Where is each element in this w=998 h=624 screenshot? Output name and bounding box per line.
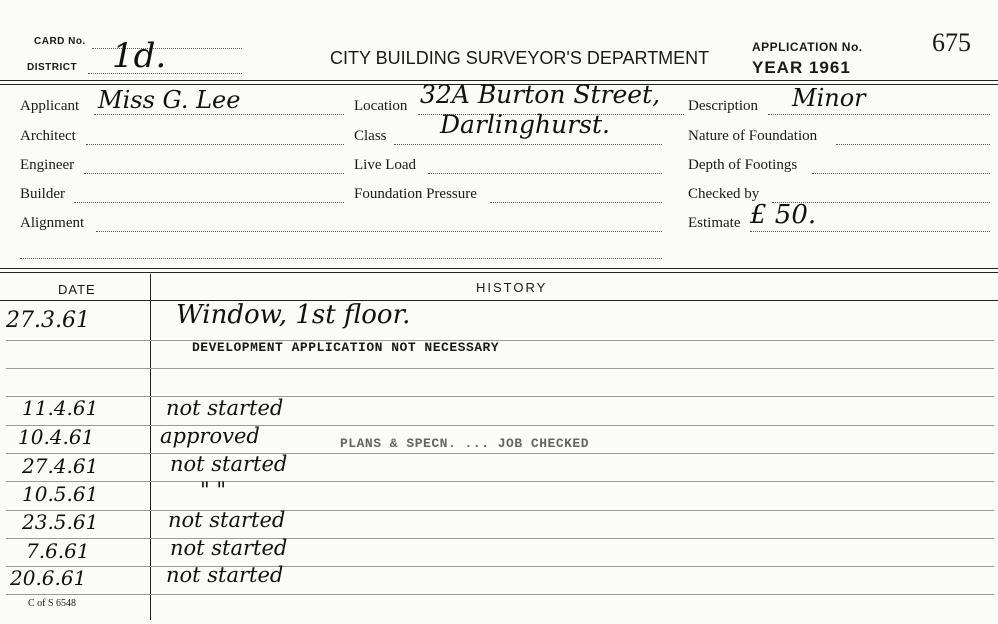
- estimate-value: £ 50.: [750, 200, 817, 230]
- history-text: not started: [166, 396, 284, 420]
- history-date: 27.3.61: [6, 308, 90, 333]
- history-text: not started: [166, 563, 284, 587]
- depth-of-footings-label: Depth of Footings: [688, 157, 798, 173]
- history-text: approved: [160, 424, 260, 448]
- history-date: 10.5.61: [22, 482, 99, 506]
- applicant-label: Applicant: [20, 98, 80, 114]
- nature-of-foundation-label: Nature of Foundation: [688, 128, 818, 144]
- location-suburb: Darlinghurst.: [440, 110, 610, 139]
- history-stamp: PLANS & SPECN. ... JOB CHECKED: [340, 436, 590, 451]
- history-stamp: DEVELOPMENT APPLICATION NOT NECESSARY: [192, 340, 500, 355]
- history-text: not started: [170, 536, 288, 560]
- form-code: C of S 6548: [28, 598, 77, 609]
- history-text: Window, 1st floor.: [176, 300, 411, 330]
- history-date: 7.6.61: [26, 539, 90, 563]
- history-date: 23.5.61: [22, 510, 99, 534]
- card-no-label: CARD No.: [34, 36, 86, 47]
- foundation-pressure-label: Foundation Pressure: [354, 186, 477, 202]
- description-label: Description: [688, 98, 758, 114]
- history-text: not started: [168, 508, 286, 532]
- year-label: YEAR 1961: [752, 58, 851, 77]
- builder-label: Builder: [20, 186, 65, 202]
- history-header: HISTORY: [476, 280, 548, 295]
- district-label: DISTRICT: [27, 62, 78, 73]
- department-title: CITY BUILDING SURVEYOR'S DEPARTMENT: [330, 48, 710, 68]
- live-load-label: Live Load: [354, 157, 417, 173]
- architect-label: Architect: [20, 128, 76, 144]
- location-label: Location: [354, 98, 408, 114]
- location-value: 32A Burton Street,: [420, 80, 661, 109]
- estimate-label: Estimate: [688, 215, 741, 231]
- history-date: 11.4.61: [22, 396, 99, 420]
- history-date: 27.4.61: [22, 454, 99, 478]
- history-text: not started: [170, 452, 288, 476]
- alignment-label: Alignment: [20, 215, 85, 231]
- description-value: Minor: [792, 84, 866, 112]
- history-date: 10.4.61: [18, 425, 95, 449]
- district-value: 1d.: [112, 36, 167, 76]
- applicant-value: Miss G. Lee: [98, 86, 241, 114]
- history-text: " ": [200, 478, 226, 502]
- class-label: Class: [354, 128, 387, 144]
- checked-by-label: Checked by: [688, 186, 760, 202]
- engineer-label: Engineer: [20, 157, 75, 173]
- application-no-value: 675: [932, 28, 971, 57]
- history-date: 20.6.61: [10, 566, 87, 590]
- date-header: DATE: [58, 282, 96, 297]
- application-no-label: APPLICATION No.: [752, 40, 863, 54]
